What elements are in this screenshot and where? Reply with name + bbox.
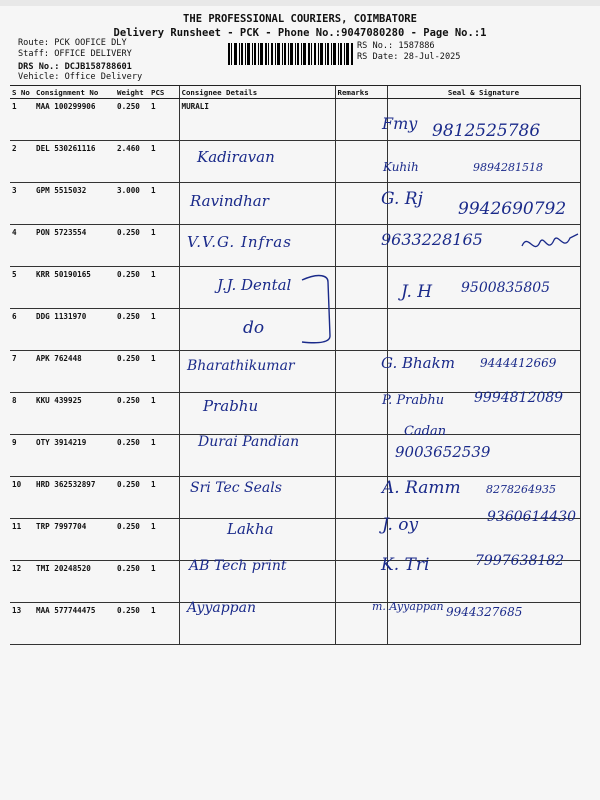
signature: J. oy [382, 515, 419, 535]
row-remarks [335, 435, 387, 477]
row-consignment: GPM 5515032 [34, 183, 115, 225]
handwritten-name: Sri Tec Seals [190, 480, 282, 496]
row-pcs: 1 [149, 393, 179, 435]
handwritten-name: Ayyappan [187, 600, 256, 616]
handwritten-phone: 9003652539 [395, 443, 491, 461]
row-remarks [335, 267, 387, 309]
row-sno: 7 [10, 351, 34, 393]
handwritten-bracket [300, 270, 340, 350]
col-remarks: Remarks [335, 86, 387, 99]
row-sno: 6 [10, 309, 34, 351]
handwritten-name: Bharathikumar [187, 358, 295, 374]
handwritten-name: Ravindhar [190, 192, 269, 210]
handwritten-phone: 9994812089 [474, 390, 564, 406]
row-remarks [335, 141, 387, 183]
row-sno: 13 [10, 603, 34, 645]
row-remarks [335, 519, 387, 561]
row-consignee: MURALI [179, 99, 335, 141]
company-title: THE PROFESSIONAL COURIERS, COIMBATORE [183, 13, 417, 25]
rs-date: RS Date: 28-Jul-2025 [357, 52, 461, 62]
row-weight: 0.250 [115, 435, 149, 477]
row-pcs: 1 [149, 141, 179, 183]
handwritten-phone: 8278264935 [486, 483, 556, 496]
row-remarks [335, 309, 387, 351]
row-pcs: 1 [149, 561, 179, 603]
row-remarks [335, 225, 387, 267]
row-sno: 3 [10, 183, 34, 225]
col-seal: Seal & Signature [387, 86, 580, 99]
row-consignment: PON 5723554 [34, 225, 115, 267]
row-weight: 0.250 [115, 267, 149, 309]
row-sno: 1 [10, 99, 34, 141]
row-consignment: MAA 100299906 [34, 99, 115, 141]
torn-top-edge [0, 0, 600, 6]
col-pcs: PCS [149, 86, 179, 99]
handwritten-phone: 9894281518 [473, 161, 543, 174]
table-header-row [10, 86, 580, 99]
signature: Kuhih [383, 160, 419, 174]
drs-line [18, 62, 132, 72]
row-pcs: 1 [149, 477, 179, 519]
row-pcs: 1 [149, 519, 179, 561]
row-weight: 0.250 [115, 603, 149, 645]
table-row [10, 225, 580, 267]
handwritten-phone: 9942690792 [458, 199, 567, 219]
row-sno: 10 [10, 477, 34, 519]
col-consignment: Consignment No [34, 86, 115, 99]
signature: G. Bhakm [381, 354, 455, 372]
row-weight: 0.250 [115, 225, 149, 267]
row-consignment: OTY 3914219 [34, 435, 115, 477]
handwritten-name: AB Tech print [189, 558, 287, 574]
row-remarks [335, 351, 387, 393]
row-weight: 0.250 [115, 561, 149, 603]
row-weight: 3.000 [115, 183, 149, 225]
signature: P. Prabhu [382, 393, 445, 408]
staff-label: Staff: [18, 49, 50, 59]
handwritten-name: do [243, 318, 265, 338]
row-consignment: TMI 20248520 [34, 561, 115, 603]
row-consignment: MAA 577744475 [34, 603, 115, 645]
row-sno: 8 [10, 393, 34, 435]
row-pcs: 1 [149, 183, 179, 225]
signature: A. Ramm [382, 478, 461, 498]
row-consignment: TRP 7997704 [34, 519, 115, 561]
drs-value: DCJB158788601 [64, 62, 132, 72]
row-remarks [335, 99, 387, 141]
rs-number: RS No.: 1587886 [357, 41, 435, 51]
row-remarks [335, 393, 387, 435]
signature: G. Rj [381, 189, 423, 209]
row-weight: 0.250 [115, 519, 149, 561]
row-sno: 9 [10, 435, 34, 477]
signature-scribble [520, 228, 580, 258]
handwritten-phone: 9633228165 [381, 230, 483, 249]
col-sno: S No [10, 86, 34, 99]
handwritten-phone: 7997638182 [475, 553, 565, 569]
row-consignment: HRD 362532897 [34, 477, 115, 519]
handwritten-name: V.V.G. Infras [187, 233, 292, 251]
handwritten-phone: 9444412669 [480, 356, 557, 370]
row-pcs: 1 [149, 603, 179, 645]
route-line: Route: PCK OOFICE DLY [18, 38, 127, 48]
row-consignment: DEL 530261116 [34, 141, 115, 183]
signature: J. H [401, 282, 433, 302]
staff-line [18, 49, 132, 59]
runsheet-subtitle: Delivery Runsheet - PCK - Phone No.:9047080280 - Page No.:1 [113, 27, 487, 39]
handwritten-name: J.J. Dental [217, 276, 292, 294]
table-row [10, 309, 580, 351]
vehicle-line: Vehicle: Office Delivery [18, 72, 143, 82]
row-pcs: 1 [149, 225, 179, 267]
row-weight: 2.460 [115, 141, 149, 183]
signature: Cadan [404, 424, 447, 439]
handwritten-name: Durai Pandian [198, 434, 300, 450]
row-seal [387, 309, 580, 351]
row-pcs: 1 [149, 309, 179, 351]
row-consignment: KKU 439925 [34, 393, 115, 435]
row-sno: 12 [10, 561, 34, 603]
row-pcs: 1 [149, 435, 179, 477]
drs-label: DRS No.: [18, 62, 60, 72]
signature: Fmy [382, 114, 418, 133]
row-remarks [335, 561, 387, 603]
staff-value: OFFICE DELIVERY [54, 49, 132, 59]
handwritten-name: Prabhu [203, 397, 259, 415]
row-remarks [335, 477, 387, 519]
row-sno: 2 [10, 141, 34, 183]
barcode-image [228, 43, 354, 65]
col-consignee: Consignee Details [179, 86, 335, 99]
row-consignment: DDG 1131970 [34, 309, 115, 351]
handwritten-phone: 9812525786 [432, 121, 541, 141]
row-consignment: APK 762448 [34, 351, 115, 393]
handwritten-name: Lakha [227, 520, 274, 538]
row-weight: 0.250 [115, 351, 149, 393]
row-remarks [335, 183, 387, 225]
handwritten-phone: 9500835805 [461, 280, 551, 296]
row-weight: 0.250 [115, 393, 149, 435]
row-consignment: KRR 50190165 [34, 267, 115, 309]
col-weight: Weight [115, 86, 149, 99]
signature: K. Tri [381, 555, 430, 575]
row-weight: 0.250 [115, 309, 149, 351]
row-pcs: 1 [149, 99, 179, 141]
handwritten-phone: 9944327685 [446, 605, 523, 619]
row-sno: 5 [10, 267, 34, 309]
row-sno: 4 [10, 225, 34, 267]
row-pcs: 1 [149, 267, 179, 309]
row-sno: 11 [10, 519, 34, 561]
handwritten-name: Kadiravan [197, 148, 275, 166]
row-weight: 0.250 [115, 99, 149, 141]
row-pcs: 1 [149, 351, 179, 393]
row-weight: 0.250 [115, 477, 149, 519]
handwritten-phone: 9360614430 [487, 509, 577, 525]
signature: m. Ayyappan [372, 600, 444, 613]
